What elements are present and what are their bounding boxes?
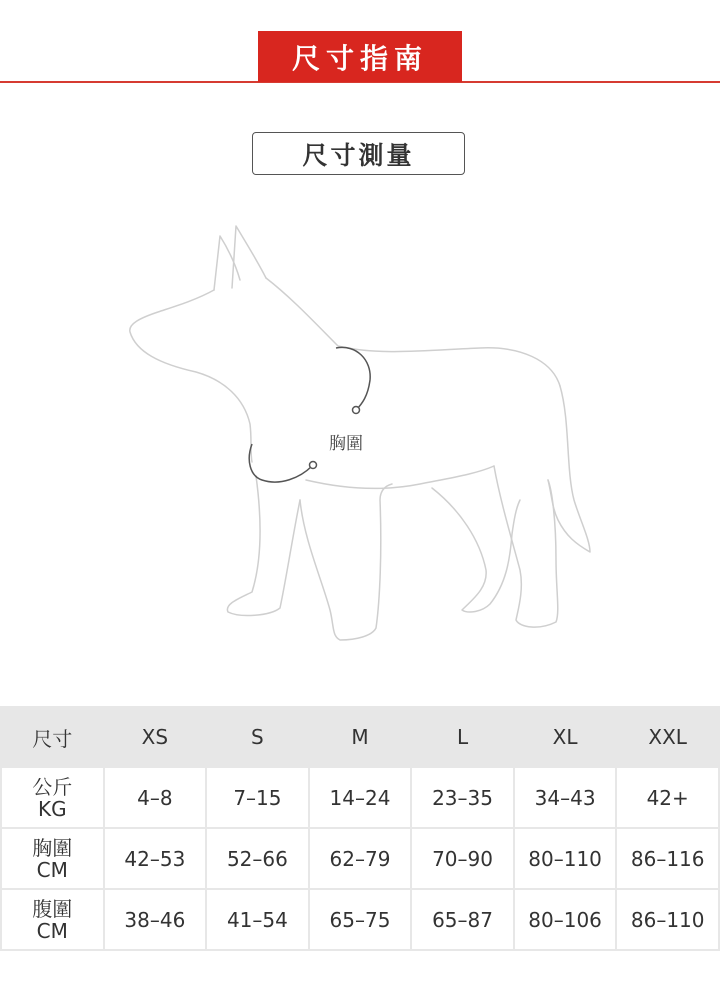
table-cell: 4–8 [105,768,206,827]
header-cell: 尺寸 [2,708,103,766]
table-row [2,829,718,888]
section-title: 尺寸測量 [252,132,465,175]
row-label-top: 胸圍 [32,835,73,860]
header-cell: L [412,708,513,766]
table-cell: 80–106 [515,890,616,949]
table-header-row [2,708,718,766]
table-cell: 65–87 [412,890,513,949]
table-cell: 86–110 [617,890,718,949]
row-label-bottom: CM [36,918,68,943]
table-cell: 65–75 [310,890,411,949]
header-cell: XXL [617,708,718,766]
table-cell: 23–35 [412,768,513,827]
table-cell: 41–54 [207,890,308,949]
header-cell: M [310,708,411,766]
row-label-top: 腹圍 [32,896,73,921]
header-cell: XS [105,708,206,766]
row-label-top: 公斤 [32,774,73,799]
table-cell: 34–43 [515,768,616,827]
row-label-bottom: CM [36,857,68,882]
table-cell: 62–79 [310,829,411,888]
table-cell: 86–116 [617,829,718,888]
header-cell: XL [515,708,616,766]
table-cell: 42+ [617,768,718,827]
table-cell: 7–15 [207,768,308,827]
table-cell: 70–90 [412,829,513,888]
table-cell: 80–110 [515,829,616,888]
row-label-bottom: KG [37,796,67,821]
table-cell: 42–53 [105,829,206,888]
row-label [2,829,103,888]
table-row [2,890,718,949]
table-cell: 14–24 [310,768,411,827]
table-cell: 38–46 [105,890,206,949]
row-label [2,768,103,827]
table-cell: 52–66 [207,829,308,888]
chest-label: 胸圍 [329,434,363,454]
table-row [2,768,718,827]
page-title: 尺寸指南 [258,31,462,82]
size-table [0,706,720,951]
header-cell: S [207,708,308,766]
row-label [2,890,103,949]
